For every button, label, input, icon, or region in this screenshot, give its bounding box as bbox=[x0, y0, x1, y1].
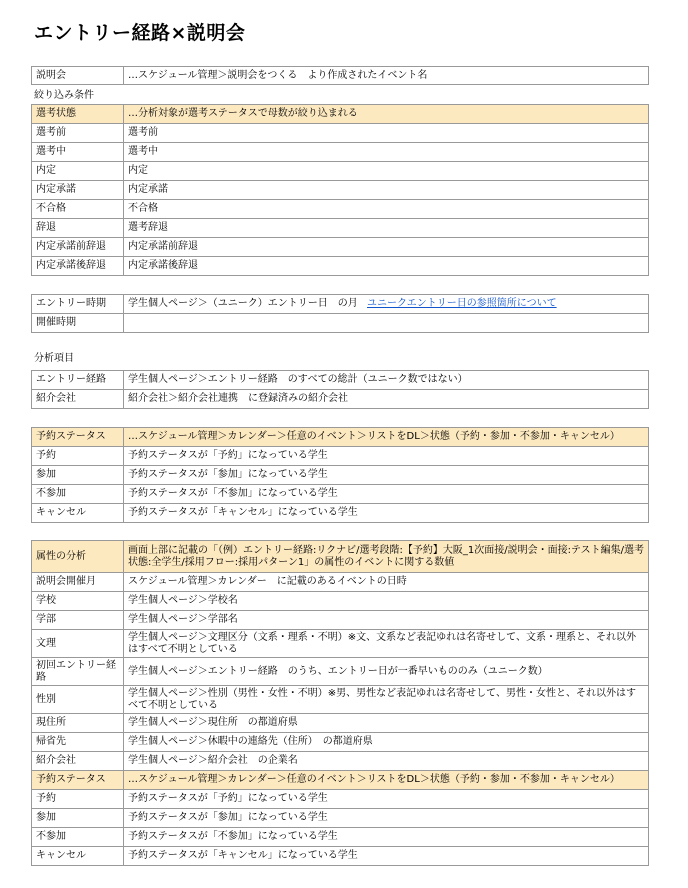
table-row bbox=[32, 658, 649, 686]
event-table bbox=[31, 66, 649, 85]
table-row bbox=[32, 257, 649, 276]
row-key: 予約ステータス bbox=[32, 428, 124, 447]
row-key: キャンセル bbox=[32, 847, 124, 866]
table-row bbox=[32, 219, 649, 238]
analysis-table bbox=[31, 370, 649, 409]
period-table bbox=[31, 294, 649, 333]
row-value: 学生個人ページ＞エントリー経路 のすべての総計（ユニーク数ではない） bbox=[124, 371, 649, 390]
row-value: …分析対象が選考ステータスで母数が絞り込まれる bbox=[124, 105, 649, 124]
row-value: 画面上部に記載の「（例）エントリー経路:リクナビ/選考段階:【予約】大阪_1次面接/説明会・面接:テスト編集/選考状態:全学生/採用フロー:採用パターン1」の属性のイベントに関する数値 bbox=[124, 541, 649, 573]
row-key: 学部 bbox=[32, 611, 124, 630]
row-key: 選考状態 bbox=[32, 105, 124, 124]
row-value bbox=[124, 295, 649, 314]
row-key: 選考中 bbox=[32, 143, 124, 162]
row-key: 紹介会社 bbox=[32, 390, 124, 409]
table-row bbox=[32, 447, 649, 466]
row-value: 学生個人ページ＞学校名 bbox=[124, 592, 649, 611]
table-row bbox=[32, 541, 649, 573]
row-value: …スケジュール管理＞説明会をつくる より作成されたイベント名 bbox=[124, 67, 649, 85]
row-key: 選考前 bbox=[32, 124, 124, 143]
row-key: 参加 bbox=[32, 809, 124, 828]
table-row bbox=[32, 611, 649, 630]
row-key: エントリー経路 bbox=[32, 371, 124, 390]
row-value: 予約ステータスが「参加」になっている学生 bbox=[124, 466, 649, 485]
page-title: エントリー経路×説明会 bbox=[34, 22, 246, 44]
row-key: 内定承諾 bbox=[32, 181, 124, 200]
row-value: 予約ステータスが「不参加」になっている学生 bbox=[124, 485, 649, 504]
table-row bbox=[32, 573, 649, 592]
row-key: 参加 bbox=[32, 466, 124, 485]
table-row bbox=[32, 162, 649, 181]
table-row bbox=[32, 314, 649, 333]
row-key: 内定承諾前辞退 bbox=[32, 238, 124, 257]
row-key: 開催時期 bbox=[32, 314, 124, 333]
row-value: 予約ステータスが「不参加」になっている学生 bbox=[124, 828, 649, 847]
unique-entry-help-link[interactable]: ユニークエントリー日の参照箇所について bbox=[367, 298, 557, 309]
table-row bbox=[32, 828, 649, 847]
row-value: 学生個人ページ＞学部名 bbox=[124, 611, 649, 630]
row-key: 紹介会社 bbox=[32, 752, 124, 771]
table-row bbox=[32, 733, 649, 752]
entry-period-text: 学生個人ページ＞（ユニーク）エントリー日 の月 bbox=[128, 298, 358, 309]
narrow-label: 絞り込み条件 bbox=[34, 90, 94, 101]
row-key: 不参加 bbox=[32, 828, 124, 847]
row-value: …スケジュール管理＞カレンダー＞任意のイベント＞リストをDL＞状態（予約・参加・不参加・キャンセル） bbox=[124, 771, 649, 790]
row-value: …スケジュール管理＞カレンダー＞任意のイベント＞リストをDL＞状態（予約・参加・不参加・キャンセル） bbox=[124, 428, 649, 447]
row-key: 現住所 bbox=[32, 714, 124, 733]
row-key: 説明会開催月 bbox=[32, 573, 124, 592]
table-row bbox=[32, 847, 649, 866]
row-value: 予約ステータスが「参加」になっている学生 bbox=[124, 809, 649, 828]
table-row bbox=[32, 200, 649, 219]
row-value: 選考中 bbox=[124, 143, 649, 162]
table-row bbox=[32, 105, 649, 124]
row-value bbox=[124, 314, 649, 333]
row-value: 内定 bbox=[124, 162, 649, 181]
row-key: エントリー時期 bbox=[32, 295, 124, 314]
row-key: 不合格 bbox=[32, 200, 124, 219]
row-value: 予約ステータスが「予約」になっている学生 bbox=[124, 790, 649, 809]
table-row bbox=[32, 790, 649, 809]
analysis-label: 分析項目 bbox=[34, 353, 74, 364]
row-key: 帰省先 bbox=[32, 733, 124, 752]
table-row bbox=[32, 809, 649, 828]
row-key: 不参加 bbox=[32, 485, 124, 504]
row-key: 辞退 bbox=[32, 219, 124, 238]
row-value: 紹介会社＞紹介会社連携 に登録済みの紹介会社 bbox=[124, 390, 649, 409]
row-value: 不合格 bbox=[124, 200, 649, 219]
row-key: 内定承諾後辞退 bbox=[32, 257, 124, 276]
table-row bbox=[32, 771, 649, 790]
table-row bbox=[32, 504, 649, 523]
row-value: 内定承諾前辞退 bbox=[124, 238, 649, 257]
row-key: 内定 bbox=[32, 162, 124, 181]
row-value: 内定承諾 bbox=[124, 181, 649, 200]
row-value: 選考前 bbox=[124, 124, 649, 143]
row-key: キャンセル bbox=[32, 504, 124, 523]
row-value: 学生個人ページ＞性別（男性・女性・不明）※男、男性など表記ゆれは名寄せして、男性・女性と、それ以外はすべて不明としている bbox=[124, 686, 649, 714]
table-row bbox=[32, 592, 649, 611]
table-row bbox=[32, 466, 649, 485]
table-row bbox=[32, 752, 649, 771]
row-value: 学生個人ページ＞文理区分（文系・理系・不明）※文、文系など表記ゆれは名寄せして、文系・理系と、それ以外はすべて不明としている bbox=[124, 630, 649, 658]
row-value: 学生個人ページ＞紹介会社 の企業名 bbox=[124, 752, 649, 771]
table-row bbox=[32, 428, 649, 447]
row-key: 性別 bbox=[32, 686, 124, 714]
row-value: 内定承諾後辞退 bbox=[124, 257, 649, 276]
table-row bbox=[32, 686, 649, 714]
table-row bbox=[32, 714, 649, 733]
row-value: 学生個人ページ＞現住所 の都道府県 bbox=[124, 714, 649, 733]
table-row bbox=[32, 143, 649, 162]
row-value: 予約ステータスが「予約」になっている学生 bbox=[124, 447, 649, 466]
row-key: 属性の分析 bbox=[32, 541, 124, 573]
row-key: 文理 bbox=[32, 630, 124, 658]
table-row bbox=[32, 371, 649, 390]
row-key: 初回エントリー経路 bbox=[32, 658, 124, 686]
status-table bbox=[31, 104, 649, 276]
table-row bbox=[32, 390, 649, 409]
table-row bbox=[32, 630, 649, 658]
row-value: 学生個人ページ＞エントリー経路 のうち、エントリー日が一番早いもののみ（ユニーク数） bbox=[124, 658, 649, 686]
table-row bbox=[32, 295, 649, 314]
row-value: 学生個人ページ＞休暇中の連絡先（住所） の都道府県 bbox=[124, 733, 649, 752]
row-value: 予約ステータスが「キャンセル」になっている学生 bbox=[124, 847, 649, 866]
table-row bbox=[32, 124, 649, 143]
row-value: スケジュール管理＞カレンダー に記載のあるイベントの日時 bbox=[124, 573, 649, 592]
row-key: 予約ステータス bbox=[32, 771, 124, 790]
reservation-table bbox=[31, 427, 649, 523]
table-row bbox=[32, 67, 649, 85]
row-value: 選考辞退 bbox=[124, 219, 649, 238]
table-row bbox=[32, 181, 649, 200]
table-row bbox=[32, 485, 649, 504]
table-row bbox=[32, 238, 649, 257]
row-key: 予約 bbox=[32, 790, 124, 809]
row-key: 予約 bbox=[32, 447, 124, 466]
row-key: 説明会 bbox=[32, 67, 124, 85]
row-key: 学校 bbox=[32, 592, 124, 611]
attribute-table bbox=[31, 540, 649, 866]
row-value: 予約ステータスが「キャンセル」になっている学生 bbox=[124, 504, 649, 523]
